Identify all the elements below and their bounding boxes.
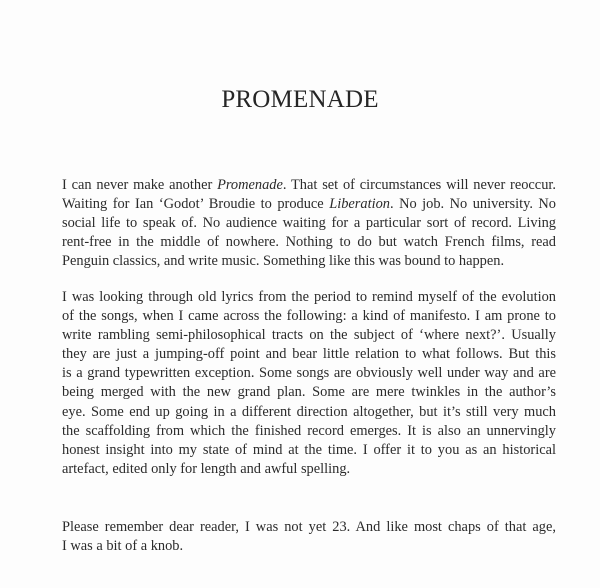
text-line [62,518,556,537]
text-run: . That set of circumstances will never reoccur. [282,177,556,193]
text-run: write rambling semi-philosophical tracts on the subject of ‘where next?’. Usually [62,327,556,344]
italic-title: Liberation [329,196,390,213]
text-run: Penguin classics, and write music. Something like this was bound to happen. [62,253,505,270]
text-run: Please remember dear reader, I was not yet 23. And like most chaps of that age, [62,519,556,535]
text-line [62,345,556,364]
text-line [62,326,556,345]
text-run: is a grand typewritten exception. Some songs are obviously well under way and are [62,365,556,382]
text-line [62,422,556,441]
text-run: I was a bit of a knob. [62,538,184,555]
paragraph-3 [62,518,556,556]
text-line [62,537,556,556]
text-run: the scaffolding from which the finished record emerges. It is also an unnervingly [62,422,556,439]
text-run: I can never make another [62,177,218,193]
text-run: artefact, edited only for length and awful spelling. [62,460,351,477]
text-run: rent-free in the middle of nowhere. Nothing to do but watch French films, read [62,234,556,251]
paragraph-1 [62,176,556,271]
text-run: of the songs, when I came across the following: a kind of manifesto. I am prone to [62,308,556,325]
chapter-title: PROMENADE [221,86,379,113]
text-line [62,441,556,460]
text-run: . No job. No university. No [389,196,557,213]
text-line [62,195,556,214]
text-line [62,403,556,422]
text-line [62,214,556,233]
italic-title: Promenade [217,177,283,193]
text-line [62,288,556,307]
text-run: I was looking through old lyrics from the period to remind myself of the evolution [62,289,556,305]
text-line [62,176,556,195]
text-line [62,252,556,271]
text-line [62,383,556,402]
text-line [62,364,556,383]
text-run: being merged with the new grand plan. Some are mere twinkles in the author’s [62,384,556,401]
text-run: eye. Some end up going in a different direction altogether, but it’s still very much [62,403,556,420]
text-run: Waiting for Ian ‘Godot’ Broudie to produce [62,196,330,213]
text-line [62,307,556,326]
text-line [62,460,556,479]
text-run: social life to speak of. No audience waiting for a particular sort of record. Living [62,215,556,232]
text-run: honest insight into my state of mind at the time. I offer it to you as an historical [62,441,556,458]
text-line [62,233,556,252]
text-run: they are just a jumping-off point and bear little relation to what follows. But this [62,346,556,363]
paragraph-2 [62,288,556,479]
